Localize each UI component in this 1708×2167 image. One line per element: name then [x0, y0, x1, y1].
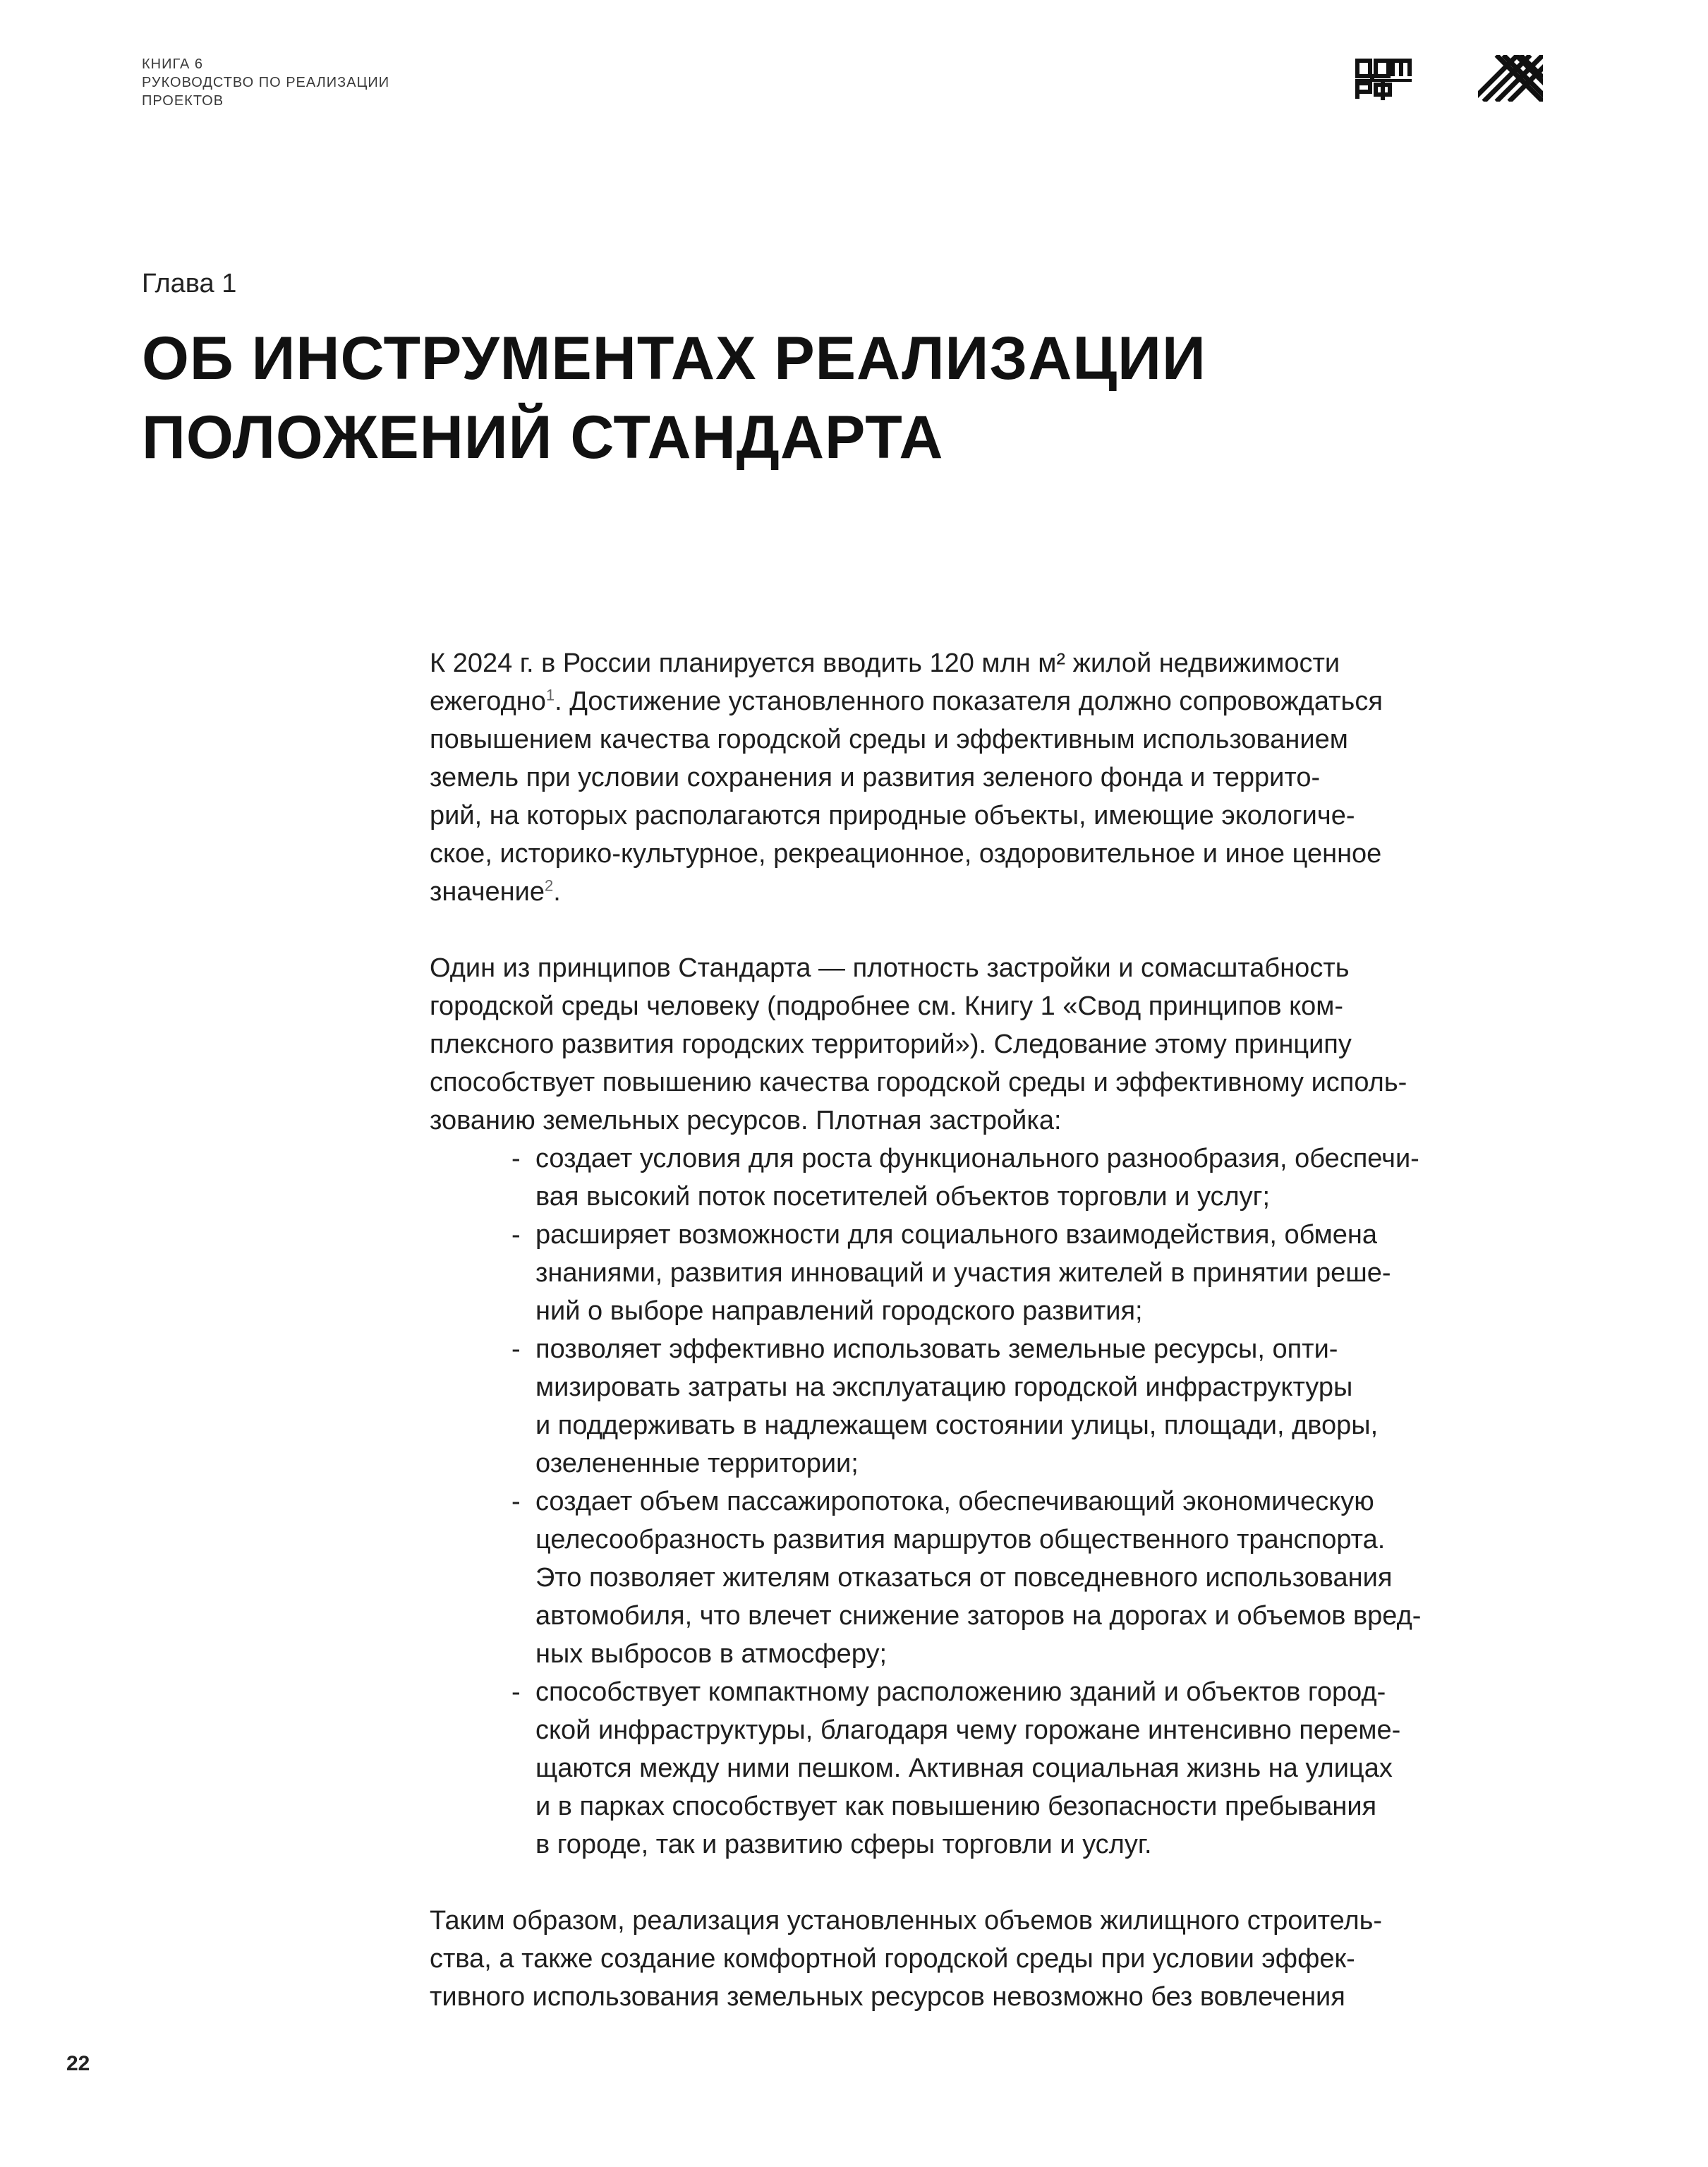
dom-rf-logo-icon — [1355, 55, 1412, 102]
book-header-line2: РУКОВОДСТВО ПО РЕАЛИЗАЦИИ — [142, 75, 390, 90]
bullet-line — [430, 1254, 1558, 1292]
bullet-line — [430, 1635, 1558, 1673]
footnote-ref-1[interactable]: 1 — [545, 686, 555, 704]
text-line: тивного использования земельных ресурсов невозможно без вовлечения — [430, 1982, 1345, 2012]
chapter-title-line2: ПОЛОЖЕНИЙ СТАНДАРТА — [142, 404, 944, 471]
bullet-line — [430, 1521, 1558, 1559]
page-number: 22 — [66, 2052, 90, 2075]
bullet-text: автомобиля, что влечет снижение заторов на дорогах и объемов вред- — [535, 1601, 1422, 1631]
bullet-dash: - — [511, 1487, 521, 1516]
text-line: повышением качества городской среды и эффективным использованием — [430, 725, 1348, 754]
text-line: К 2024 г. в России планируется вводить 120 млн м² жилой недвижимости — [430, 648, 1340, 678]
list-item — [430, 1483, 1558, 1673]
list-item — [430, 1673, 1558, 1864]
bullet-line — [430, 1216, 1558, 1254]
list-item — [430, 1216, 1558, 1330]
bullet-line — [430, 1749, 1558, 1787]
bullet-text: создает условия для роста функционального разнообразия, обеспечи- — [535, 1144, 1419, 1173]
bullet-line — [430, 1787, 1558, 1825]
logo-group — [1355, 55, 1552, 104]
bullet-line — [430, 1444, 1558, 1483]
text-line: городской среды человеку (подробнее см. Книгу 1 «Свод принципов ком- — [430, 991, 1344, 1021]
text-line — [430, 873, 1558, 911]
book-header — [142, 55, 389, 110]
bullet-line — [430, 1406, 1558, 1444]
text-span: . Достижение установленного показателя должно сопровождаться — [555, 687, 1383, 716]
bullet-text: ных выбросов в атмосферу; — [535, 1639, 888, 1669]
bullet-line — [430, 1292, 1558, 1330]
bullet-text: мизировать затраты на эксплуатацию городской инфраструктуры — [535, 1372, 1353, 1402]
bullet-line — [430, 1368, 1558, 1406]
bullet-line — [430, 1178, 1558, 1216]
paragraph-2 — [430, 949, 1558, 1140]
text-line: плексного развития городских территорий»). Следование этому принципу — [430, 1030, 1352, 1059]
bullet-text: целесообразность развития маршрутов общественного транспорта. — [535, 1525, 1386, 1555]
list-item — [430, 1140, 1558, 1216]
text-span: значение — [430, 877, 545, 907]
text-line: Таким образом, реализация установленных объемов жилищного строитель- — [430, 1906, 1383, 1936]
bullet-text: способствует компактному расположению зданий и объектов город- — [535, 1677, 1386, 1707]
bullet-dash: - — [511, 1677, 521, 1707]
bullet-line — [430, 1711, 1558, 1749]
chapter-label: Глава 1 — [142, 269, 237, 298]
list-item — [430, 1330, 1558, 1483]
chapter-title — [142, 319, 1482, 477]
text-line: ское, историко-культурное, рекреационное, оздоровительное и иное ценное — [430, 839, 1382, 869]
bullet-text: ний о выборе направлений городского развития; — [535, 1296, 1143, 1326]
bullet-line — [430, 1825, 1558, 1864]
text-line: Один из принципов Стандарта — плотность застройки и сомасштабность — [430, 953, 1350, 983]
bullet-line — [430, 1330, 1558, 1368]
text-span: . — [553, 877, 561, 907]
book-header-line3: ПРОЕКТОВ — [142, 93, 224, 109]
bullet-text: Это позволяет жителям отказаться от повседневного использования — [535, 1563, 1393, 1593]
bullet-text: озелененные территории; — [535, 1449, 859, 1478]
bullet-dash: - — [511, 1220, 521, 1250]
bullet-line — [430, 1673, 1558, 1711]
text-line: ства, а также создание комфортной городской среды при условии эффек- — [430, 1944, 1355, 1974]
bullet-text: ской инфраструктуры, благодаря чему горожане интенсивно переме- — [535, 1715, 1401, 1745]
book-header-line1: КНИГА 6 — [142, 56, 203, 72]
bullet-line — [430, 1559, 1558, 1597]
bullet-text: в городе, так и развитию сферы торговли и услуг. — [535, 1830, 1152, 1859]
chapter-title-line1: ОБ ИНСТРУМЕНТАХ РЕАЛИЗАЦИИ — [142, 325, 1206, 392]
text-line: способствует повышению качества городской среды и эффективному исполь- — [430, 1068, 1407, 1097]
text-line: рий, на которых располагаются природные объекты, имеющие экологиче- — [430, 801, 1355, 831]
bullet-list — [430, 1140, 1558, 1864]
diagonal-grid-logo-icon — [1478, 55, 1543, 102]
bullet-text: и поддерживать в надлежащем состоянии улицы, площади, дворы, — [535, 1411, 1379, 1440]
bullet-dash: - — [511, 1334, 521, 1364]
paragraph-1 — [430, 644, 1558, 911]
body-text — [430, 644, 1558, 2016]
text-span: ежегодно — [430, 687, 546, 716]
bullet-text: вая высокий поток посетителей объектов торговли и услуг; — [535, 1182, 1271, 1212]
bullet-text: расширяет возможности для социального взаимодействия, обмена — [535, 1220, 1377, 1250]
bullet-dash: - — [511, 1144, 521, 1173]
text-line — [430, 682, 1558, 720]
bullet-text: щаются между ними пешком. Активная социальная жизнь на улицах — [535, 1753, 1393, 1783]
footnote-ref-2[interactable]: 2 — [544, 876, 554, 895]
bullet-text: позволяет эффективно использовать земельные ресурсы, опти- — [535, 1334, 1338, 1364]
bullet-line — [430, 1483, 1558, 1521]
bullet-text: и в парках способствует как повышению безопасности пребывания — [535, 1792, 1377, 1821]
bullet-text: знаниями, развития инноваций и участия жителей в принятии реше- — [535, 1258, 1391, 1288]
text-line: земель при условии сохранения и развития зеленого фонда и террито- — [430, 763, 1321, 792]
bullet-line — [430, 1597, 1558, 1635]
bullet-line — [430, 1140, 1558, 1178]
paragraph-3 — [430, 1902, 1558, 2016]
bullet-text: создает объем пассажиропотока, обеспечивающий экономическую — [535, 1487, 1374, 1516]
text-line: зованию земельных ресурсов. Плотная застройка: — [430, 1106, 1062, 1135]
